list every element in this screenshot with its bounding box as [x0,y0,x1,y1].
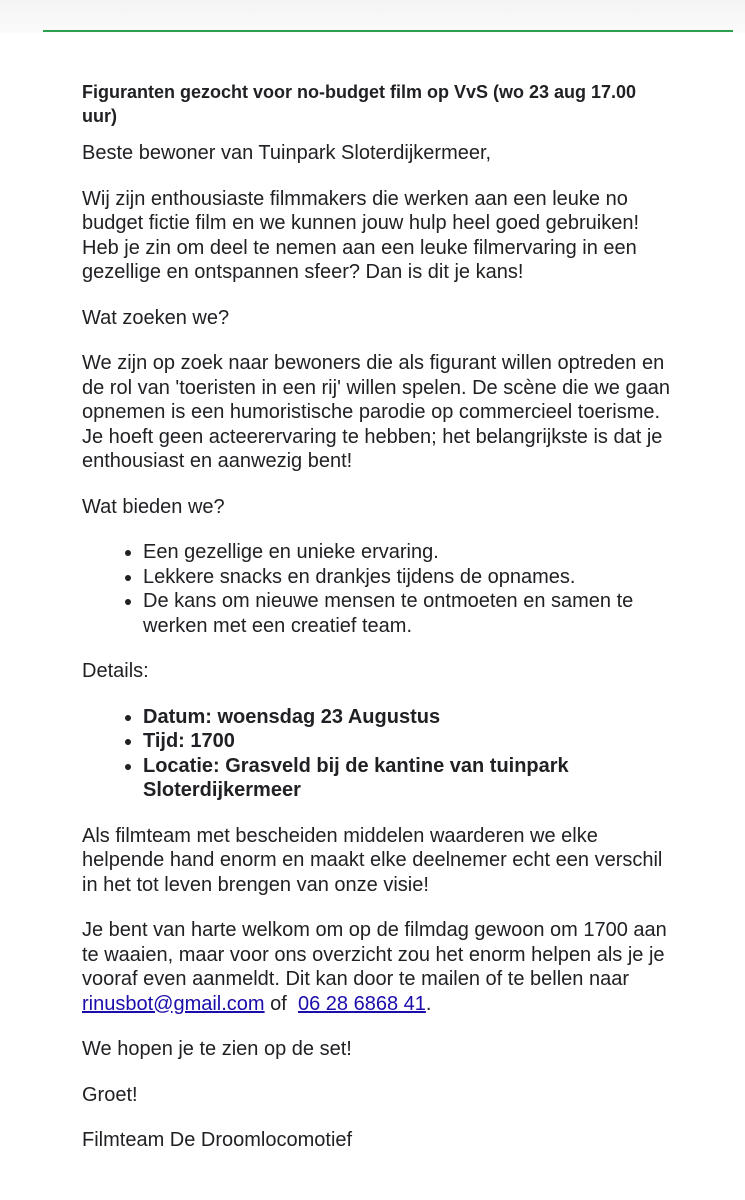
top-bar [0,0,745,33]
seek-paragraph: We zijn op zoek naar bewoners die als figurant willen optreden en de rol van 'toeristen in een rij' willen spelen. De scène die we gaan opnemen is een humoristische parodie op commercieel toerisme. Je hoeft geen acteerervaring te hebben; het belangrijkste is dat je enthousiast en aanwezig bent! [82,352,670,472]
hope-line: We hopen je te zien op de set! [82,1038,352,1060]
section-heading-offer: Wat bieden we? [82,495,225,518]
list-item: • Een gezellige en unieke ervaring. [143,540,672,565]
appreciation-paragraph: Als filmteam met bescheiden middelen waarderen we elke helpende hand enorm en maakt elke deelnemer echt een verschil in het tot leven brengen van onze visie! [82,824,663,896]
signup-text: Je bent van harte welkom om op de filmdag gewoon om 1700 aan te waaien, maar voor ons overzicht zou het enorm helpen als je je vooraf even aanmeldt. Dit kan door te mailen of te bellen naar [82,919,667,990]
offer-list [82,540,672,638]
greeting: Beste bewoner van Tuinpark Sloterdijkermeer, [82,142,492,164]
connector-text: of [270,992,287,1015]
detail-location: • Locatie: Grasveld bij de kantine van tuinpark Sloterdijkermeer [143,754,672,803]
intro-paragraph: Wij zijn enthousiaste filmmakers die werken aan een leuke no budget fictie film en we kunnen jouw hulp heel goed gebruiken! Heb je zin om deel te nemen aan een leuke filmervaring in een gezellige en ontspannen sfeer? Dan is dit je kans! [82,187,640,283]
detail-time: • Tijd: 1700 [143,729,672,754]
signature: Filmteam De Droomlocomotief [82,1129,353,1151]
phone-link[interactable]: 06 28 6868 41 [297,992,426,1015]
regards-line: Groet! [82,1083,138,1106]
details-list [82,705,672,803]
email-subject: Figuranten gezocht voor no-budget film op VvS (wo 23 aug 17.00 uur) [82,82,637,126]
email-link[interactable]: rinusbot@gmail.com [82,992,265,1015]
section-heading-seek: Wat zoeken we? [82,306,230,329]
list-item: • Lekkere snacks en drankjes tijdens de opnames. [143,565,672,590]
closing-period: . [425,992,432,1015]
email-body [82,80,672,1174]
signup-paragraph [82,918,672,1016]
list-item: • De kans om nieuwe mensen te ontmoeten en samen te werken met een creatief team. [143,589,672,638]
progress-accent-line [43,30,733,32]
details-heading: Details: [82,660,149,682]
detail-date: • Datum: woensdag 23 Augustus [143,705,672,730]
